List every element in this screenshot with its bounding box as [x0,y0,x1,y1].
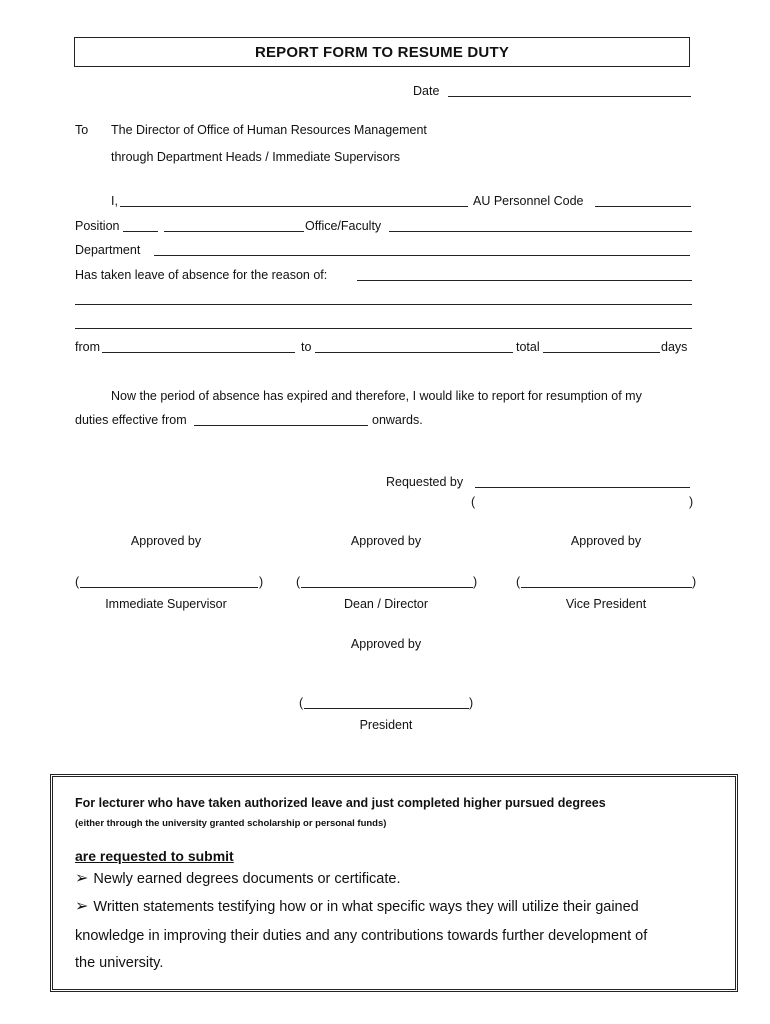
notice-subheading: (either through the university granted scholarship or personal funds) [75,818,387,829]
office-label: Office/Faculty [305,219,382,233]
to-field[interactable] [315,352,513,353]
department-field[interactable] [154,255,690,256]
notice-item-2 [75,898,639,916]
position-label: Position [75,219,120,233]
from-field[interactable] [102,352,295,353]
approver-3-close-paren: ) [692,575,697,589]
from-label: from [75,340,100,354]
approver-2-close-paren: ) [473,575,478,589]
personnel-code-field[interactable] [595,206,691,207]
total-field[interactable] [543,352,660,353]
arrow-bullet-icon: ➢ [75,898,89,915]
approver-1-open-paren: ( [75,575,80,589]
total-label: total [516,340,540,354]
i-label: I, [111,194,118,208]
requested-by-label: Requested by [386,475,464,489]
effective-date-field[interactable] [194,425,368,426]
form-title: REPORT FORM TO RESUME DUTY [74,37,690,67]
notice-heading: For lecturer who have taken authorized leave and just completed higher pursued degrees [75,796,606,810]
office-field[interactable] [389,231,692,232]
to-date-label: to [301,340,312,354]
date-label: Date [413,84,440,98]
approver-2-open-paren: ( [296,575,301,589]
statement-line1: Now the period of absence has expired and therefore, I would like to report for resumption of my [111,389,642,403]
reason-field-3[interactable] [75,328,692,329]
president-signature[interactable] [304,708,469,709]
president-label: Approved by [350,637,422,651]
approver-1-signature[interactable] [80,587,258,588]
approver-3-label: Approved by [570,534,642,548]
reason-field-1[interactable] [357,280,692,281]
reason-field-2[interactable] [75,304,692,305]
days-label: days [661,340,688,354]
notice-item-2-line1: Written statements testifying how or in what specific ways they will utilize their gained [93,899,639,915]
statement-line2-b: onwards. [372,413,423,427]
notice-item-2-line2: knowledge in improving their duties and any contributions towards further development of [75,928,648,944]
requested-close-paren: ) [689,495,694,509]
president-open-paren: ( [299,696,304,710]
approver-2-signature[interactable] [301,587,473,588]
notice-item-2-line3: the university. [75,955,164,971]
approver-1-close-paren: ) [259,575,264,589]
position-field-b[interactable] [164,231,304,232]
president-role: President [359,718,413,732]
to-label: To [75,123,89,137]
approver-1-label: Approved by [130,534,202,548]
notice-item-1-text: Newly earned degrees documents or certificate. [93,871,401,887]
reason-label: Has taken leave of absence for the reason of: [75,268,328,282]
notice-item-1 [75,870,400,888]
personnel-code-label: AU Personnel Code [473,194,584,208]
notice-request-label: are requested to submit [75,848,234,864]
date-field[interactable] [448,96,691,97]
addressee-line1: The Director of Office of Human Resources Management [111,123,427,137]
approver-3-signature[interactable] [521,587,692,588]
approver-3-open-paren: ( [516,575,521,589]
approver-2-label: Approved by [350,534,422,548]
approver-1-role: Immediate Supervisor [105,597,227,611]
department-label: Department [75,243,141,257]
statement-line2-a: duties effective from [75,413,187,427]
name-field[interactable] [120,206,468,207]
position-field-a[interactable] [123,231,158,232]
president-close-paren: ) [469,696,474,710]
arrow-bullet-icon: ➢ [75,870,89,887]
approver-2-role: Dean / Director [343,597,429,611]
addressee-line2: through Department Heads / Immediate Supervisors [111,150,401,164]
requested-open-paren: ( [471,495,476,509]
requested-by-signature[interactable] [475,487,690,488]
approver-3-role: Vice President [565,597,647,611]
